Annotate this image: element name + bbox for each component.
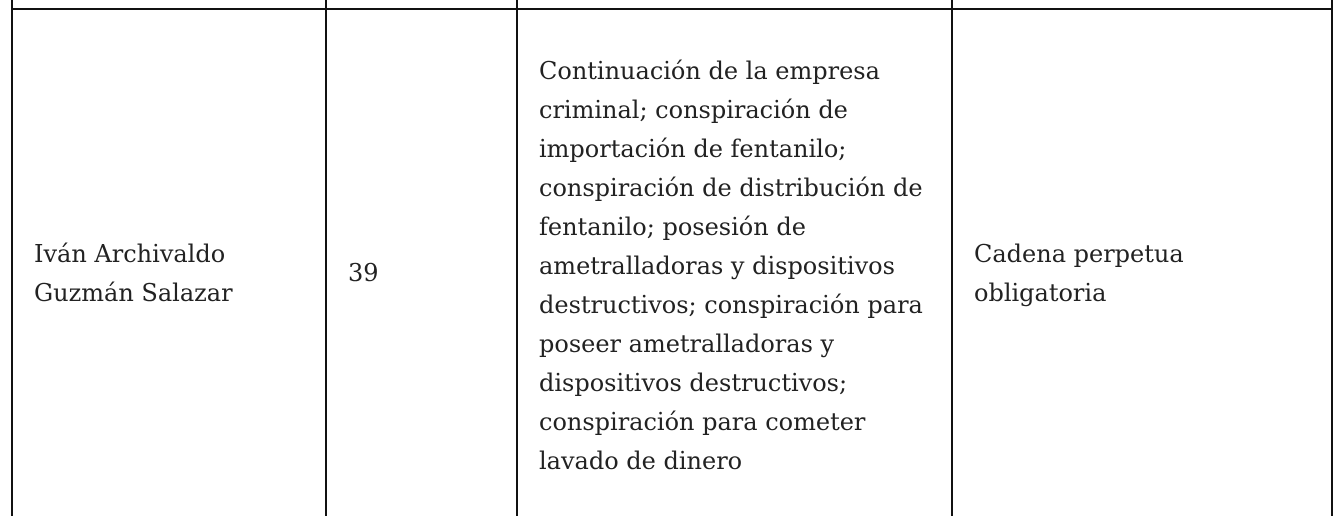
age-cell [326,9,517,516]
name-cell [12,9,326,516]
charges-cell [517,9,952,516]
table-row [12,9,1332,516]
table-cell [952,0,1332,9]
defendant-sentence: Cadena perpetua obligatoria [974,239,1184,307]
defendant-name: Iván Archivaldo Guzmán Salazar [34,239,233,307]
defendant-age: 39 [348,259,379,287]
table-cell [517,0,952,9]
sentence-cell [952,9,1332,516]
table-cell [12,0,326,9]
table-row-previous [12,0,1332,9]
defendants-table [11,0,1333,516]
table-cell [326,0,517,9]
defendant-charges: Continuación de la empresa criminal; conspiración de importación de fentanilo; conspiración de distribución de fentanilo; posesión de ametralladoras y dispositivos destructivos; conspiración para poseer ametralladoras y dispositivos destructivos; conspiración para cometer lavado de dinero [539,57,923,475]
